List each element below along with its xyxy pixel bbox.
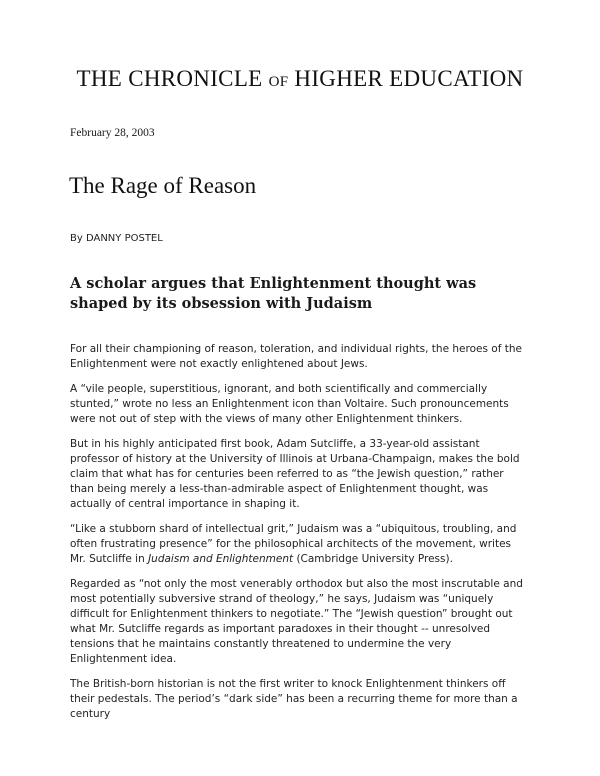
paragraph-2: A “vile people, superstitious, ignorant, and both scientifically and commercially stunted,” wrote no less an Enlightenment icon than Voltaire. Such pronouncements were not out of step with the views of many other Enlightenment thinkers.	[70, 383, 509, 425]
byline: By DANNY POSTEL	[70, 233, 163, 244]
article-body	[70, 342, 530, 732]
masthead	[0, 66, 600, 92]
paragraph-5: Regarded as “not only the most venerably orthodox but also the most inscrutable and most potentially subversive strand of theology,” he says, Judaism was “uniquely difficult for Enlightenment thinkers to negotiate.” The “Jewish question” brought out what Mr. Sutcliffe regards as important paradoxes in their thought -- unresolved tensions that he maintains constantly threatened to undermine the very Enlightenment idea.	[70, 578, 523, 665]
paragraph-4	[70, 522, 530, 567]
masthead-of: OF	[268, 74, 289, 90]
paragraph-6: The British-born historian is not the first writer to knock Enlightenment thinkers off their pedestals. The period’s “dark side” has been a recurring theme for more than a century	[70, 678, 518, 720]
paragraph-1: For all their championing of reason, toleration, and individual rights, the heroes of the Enlightenment were not exactly enlightened about Jews.	[70, 343, 522, 370]
paragraph-4-text-before: “Like a stubborn shard of intellectual grit,” Judaism was a “ubiquitous, troubling, and often frustrating presence” for the philosophical architects of the movement, writes Mr. Sutcliffe in	[70, 523, 517, 565]
paragraph-4-text-after: (Cambridge University Press).	[293, 553, 453, 565]
masthead-part1: THE CHRONICLE	[76, 66, 263, 91]
article-date: February 28, 2003	[70, 127, 155, 139]
masthead-part2: HIGHER EDUCATION	[294, 66, 524, 91]
subheadline: A scholar argues that Enlightenment thought was shaped by its obsession with Judaism	[70, 275, 477, 312]
book-title: Judaism and Enlightenment	[148, 553, 294, 565]
article-title: The Rage of Reason	[69, 173, 257, 198]
paragraph-3: But in his highly anticipated first book, Adam Sutcliffe, a 33-year-old assistant professor of history at the University of Illinois at Urbana-Champaign, makes the bold claim that what has for centuries been referred to as “the Jewish question,” rather than being merely a less-than-admirable aspect of Enlightenment thought, was actually of central importance in shaping it.	[70, 438, 520, 510]
